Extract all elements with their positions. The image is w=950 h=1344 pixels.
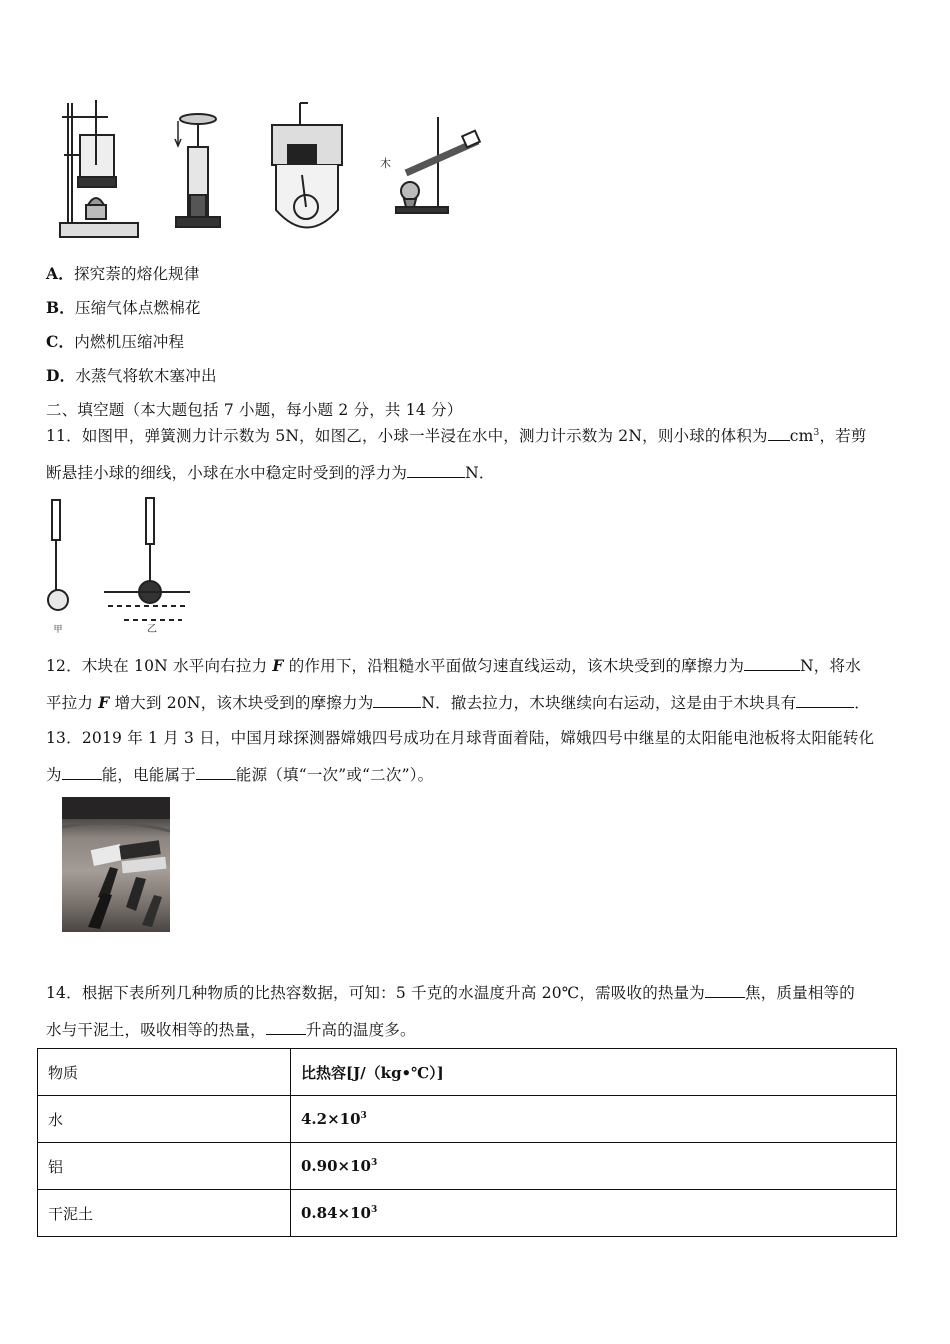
option-letter: B． — [46, 298, 76, 317]
table-cell-substance: 水 — [38, 1096, 291, 1143]
q12-text: 增大到 20N，该木块受到的摩擦力为 — [109, 694, 374, 712]
answer-blank — [705, 983, 745, 998]
figure-d-steam-test-tube — [380, 117, 480, 213]
q11-text: 断悬挂小球的细线，小球在水中稳定时受到的浮力为 — [46, 464, 408, 482]
table-cell-value — [291, 1143, 897, 1190]
specific-heat-table — [37, 1048, 897, 1237]
table-cell-value — [291, 1096, 897, 1143]
q11-text: ，若剪 — [819, 427, 867, 445]
q14-text: 焦，质量相等的 — [745, 984, 855, 1002]
answer-blank — [407, 463, 465, 478]
question-12-line-1 — [46, 654, 861, 676]
option-text: 探究萘的熔化规律 — [73, 265, 200, 283]
q12-text: 平拉力 — [46, 694, 99, 712]
q12-text: 的作用下，沿粗糙水平面做匀速直线运动，该木块受到的摩擦力为 — [283, 657, 745, 675]
value-exponent: 3 — [370, 1205, 378, 1215]
q12-force-symbol: F — [272, 656, 284, 675]
figure-c-engine-cylinder — [272, 103, 342, 228]
figure-label-yi: 乙 — [147, 624, 157, 635]
option-letter: A． — [46, 264, 74, 283]
option-letter: C． — [46, 332, 75, 351]
q11-unit: cm — [789, 427, 814, 445]
q11-spring-scale-figure — [40, 490, 200, 640]
option-letter: D． — [46, 366, 76, 385]
option-text: 水蒸气将软木塞冲出 — [75, 367, 217, 385]
answer-blank — [196, 765, 236, 780]
table-row — [38, 1096, 897, 1143]
figure-label-jia: 甲 — [53, 625, 63, 635]
answer-blank — [266, 1020, 306, 1035]
svg-text:木: 木 — [380, 157, 391, 170]
apparatus-figures — [50, 95, 490, 245]
lunar-lander-illustration — [62, 797, 170, 932]
q11-text: N． — [465, 464, 495, 482]
option-a — [46, 262, 200, 284]
answer-blank — [744, 656, 800, 671]
q11-unit-exponent: 3 — [813, 427, 820, 438]
option-text: 内燃机压缩冲程 — [74, 333, 185, 351]
question-11-line-1 — [46, 424, 867, 446]
value-text: 0.84×10 — [301, 1204, 371, 1222]
q13-text: 能，电能属于 — [101, 766, 196, 784]
q14-text: 水与干泥土，吸收相等的热量， — [46, 1021, 266, 1039]
question-13-line-2 — [46, 763, 433, 785]
question-11-line-2 — [46, 461, 495, 483]
question-14-line-2 — [46, 1018, 416, 1040]
figure-b-compression-cylinder — [175, 114, 220, 227]
q12-text: ． — [854, 694, 870, 712]
figure-a-melting-apparatus — [60, 100, 138, 237]
question-12-line-2 — [46, 691, 870, 713]
value-exponent: 3 — [360, 1111, 367, 1121]
q14-text: 升高的温度多。 — [305, 1021, 416, 1039]
table-cell-substance: 铝 — [38, 1143, 291, 1190]
table-cell-substance: 干泥土 — [38, 1190, 291, 1237]
answer-blank — [768, 426, 790, 441]
option-b — [46, 296, 201, 318]
q11-text: 11．如图甲，弹簧测力计示数为 5N，如图乙，小球一半浸在水中，测力计示数为 2N，则小球的体积为 — [46, 427, 768, 445]
q13-text: 为 — [46, 766, 62, 784]
table-header-cell: 物质 — [38, 1049, 291, 1096]
spring-scale-jia — [48, 500, 68, 610]
answer-blank — [373, 693, 421, 708]
question-13-line-1: 13．2019 年 1 月 3 日，中国月球探测器嫦娥四号成功在月球背面着陆，嫦娥四号中继星的太阳能电池板将太阳能转化 — [46, 729, 875, 747]
table-row — [38, 1143, 897, 1190]
question-14-line-1 — [46, 981, 855, 1003]
value-exponent: 3 — [370, 1158, 378, 1168]
answer-blank — [796, 693, 854, 708]
table-header-cell: 比热容[J/（kg•℃）] — [291, 1049, 897, 1096]
table-cell-value — [291, 1190, 897, 1237]
q13-text: 能源（填“一次”或“二次”）。 — [235, 766, 434, 784]
table-row — [38, 1190, 897, 1237]
q12-text: N，将水 — [800, 657, 861, 675]
chang-e-4-moon-photo — [62, 797, 170, 932]
value-text: 4.2×10 — [301, 1110, 361, 1128]
spring-scale-yi — [104, 498, 190, 620]
section-title: 二、填空题（本大题包括 7 小题，每小题 2 分，共 14 分） — [46, 401, 463, 419]
option-c — [46, 330, 184, 352]
option-d — [46, 364, 217, 386]
answer-blank — [62, 765, 102, 780]
q14-text: 14．根据下表所列几种物质的比热容数据，可知：5 千克的水温度升高 20℃，需吸收的热量为 — [46, 984, 706, 1002]
q12-force-symbol: F — [98, 693, 110, 712]
option-text: 压缩气体点燃棉花 — [75, 299, 201, 317]
q12-text: N．撤去拉力，木块继续向右运动，这是由于木块具有 — [421, 694, 797, 712]
q12-text: 12．木块在 10N 水平向右拉力 — [46, 657, 273, 675]
table-header-row — [38, 1049, 897, 1096]
value-text: 0.90×10 — [301, 1157, 371, 1175]
